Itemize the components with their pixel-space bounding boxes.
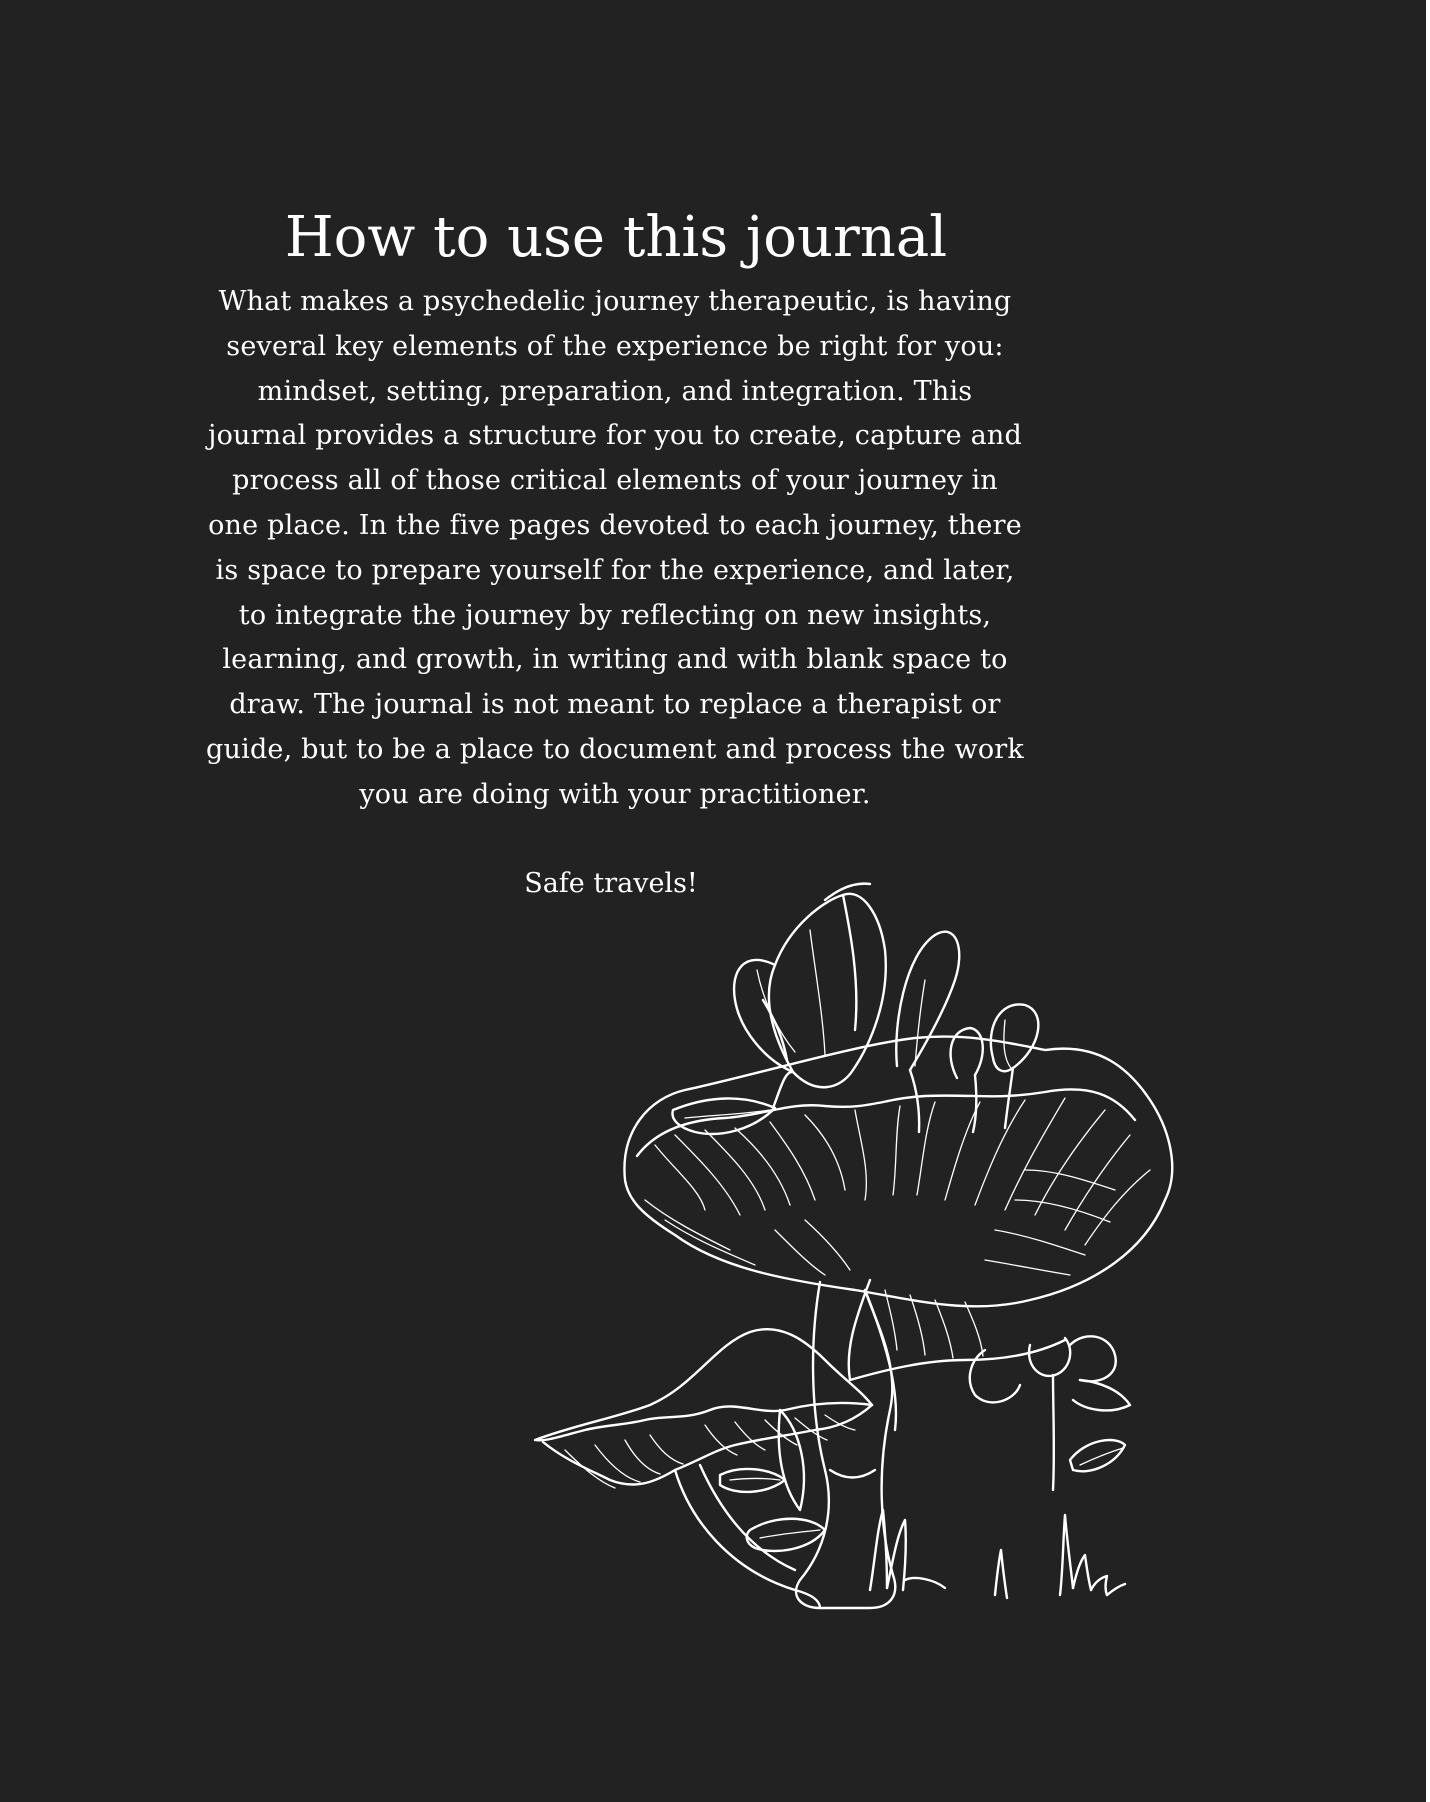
paragraph-line: is space to prepare yourself for the experience, and later,: [215, 554, 1015, 586]
paragraph-line: you are doing with your practitioner.: [359, 778, 871, 810]
mushroom-stem-icon: [796, 1282, 896, 1608]
mushroom-cap-icon: [624, 1037, 1172, 1307]
paragraph-line: What makes a psychedelic journey therapeutic, is having: [218, 286, 1012, 317]
paragraph-line: draw. The journal is not meant to replace a therapist or: [229, 689, 1001, 721]
paragraph-line: to integrate the journey by reflecting on new insights,: [238, 599, 992, 631]
page-edge: [1426, 0, 1430, 1802]
page-title: How to use this journal: [284, 205, 948, 270]
paragraph-line: learning, and growth, in writing and with blank space to: [222, 644, 1008, 676]
grass-icon: [870, 1510, 1125, 1598]
flower-bud-icon: [734, 884, 886, 1088]
paragraph-line: one place. In the five pages devoted to each journey, there: [208, 509, 1022, 541]
mushroom-line-art-icon: [525, 870, 1295, 1670]
instructions-paragraph: [195, 280, 1035, 818]
paragraph-line: several key elements of the experience be right for you:: [226, 330, 1004, 362]
small-mushroom-icon: [535, 1329, 872, 1608]
leaf-icon: [672, 932, 1038, 1134]
paragraph-line: mindset, setting, preparation, and integration. This: [257, 375, 973, 407]
paragraph-line: guide, but to be a place to document and process the work: [206, 733, 1024, 765]
paragraph-line: process all of those critical elements of your journey in: [232, 465, 998, 497]
signoff-text: Safe travels!: [524, 868, 698, 899]
paragraph-line: journal provides a structure for you to create, capture and: [208, 420, 1022, 452]
